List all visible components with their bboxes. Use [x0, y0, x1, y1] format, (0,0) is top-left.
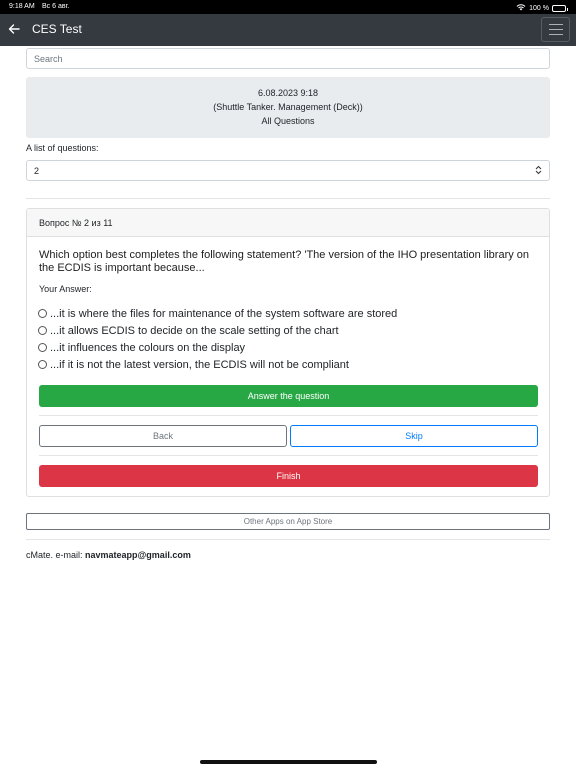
navbar — [0, 14, 576, 46]
back-button[interactable] — [4, 20, 24, 40]
home-indicator[interactable] — [200, 760, 377, 764]
other-apps-button[interactable]: Other Apps on App Store — [26, 513, 550, 530]
question-select-value: 2 — [34, 165, 40, 176]
radio-button[interactable] — [38, 343, 47, 352]
question-text: Which option best completes the following statement? 'The version of the IHO presentation library on the ECDIS is important because... — [39, 249, 530, 274]
back-question-button[interactable]: Back — [39, 425, 287, 447]
status-bar — [0, 0, 576, 14]
page-title: CES Test — [32, 22, 82, 36]
question-select[interactable] — [26, 160, 550, 181]
divider — [39, 415, 538, 416]
divider — [26, 198, 550, 199]
footer-prefix: cMate. e-mail: — [26, 550, 86, 560]
test-mode: All Questions — [261, 116, 315, 126]
test-info-box — [26, 77, 550, 138]
answer-text: ...it allows ECDIS to decide on the scale setting of the chart — [50, 324, 339, 337]
answer-text: ...it influences the colours on the display — [50, 341, 246, 354]
footer-contact — [26, 550, 550, 560]
status-time: 9:18 AM — [9, 3, 35, 10]
test-datetime: 6.08.2023 9:18 — [257, 88, 319, 98]
radio-button[interactable] — [38, 309, 47, 318]
divider — [39, 455, 538, 456]
arrow-left-icon — [8, 21, 20, 39]
your-answer-label: Your Answer: — [39, 284, 92, 294]
answer-options — [38, 305, 397, 373]
answer-text: ...it is where the files for maintenance of the system software are stored — [50, 307, 398, 320]
answer-question-button[interactable]: Answer the question — [39, 385, 538, 407]
radio-button[interactable] — [38, 326, 47, 335]
menu-button[interactable] — [541, 17, 570, 42]
footer-email[interactable]: navmateapp@gmail.com — [85, 550, 191, 560]
answer-option[interactable] — [38, 305, 397, 322]
wifi-icon — [516, 3, 526, 13]
battery-percent: 100 % — [529, 4, 549, 12]
battery-icon — [552, 5, 566, 12]
question-number: Вопрос № 2 из 11 — [27, 209, 549, 237]
status-right — [516, 3, 566, 13]
radio-button[interactable] — [38, 360, 47, 369]
skip-button[interactable]: Skip — [290, 425, 538, 447]
search-input[interactable] — [26, 48, 550, 69]
answer-option[interactable] — [38, 322, 397, 339]
question-list-label: A list of questions: — [26, 143, 99, 153]
divider — [26, 539, 550, 540]
finish-button[interactable]: Finish — [39, 465, 538, 487]
answer-option[interactable] — [38, 356, 397, 373]
answer-text: ...if it is not the latest version, the ECDIS will not be compliant — [50, 358, 349, 371]
status-date: Вс 6 авг. — [42, 3, 70, 10]
test-category: (Shuttle Tanker. Management (Deck)) — [213, 102, 363, 112]
answer-option[interactable] — [38, 339, 397, 356]
hamburger-icon — [549, 24, 563, 25]
question-card — [26, 208, 550, 497]
chevron-updown-icon — [535, 165, 542, 177]
